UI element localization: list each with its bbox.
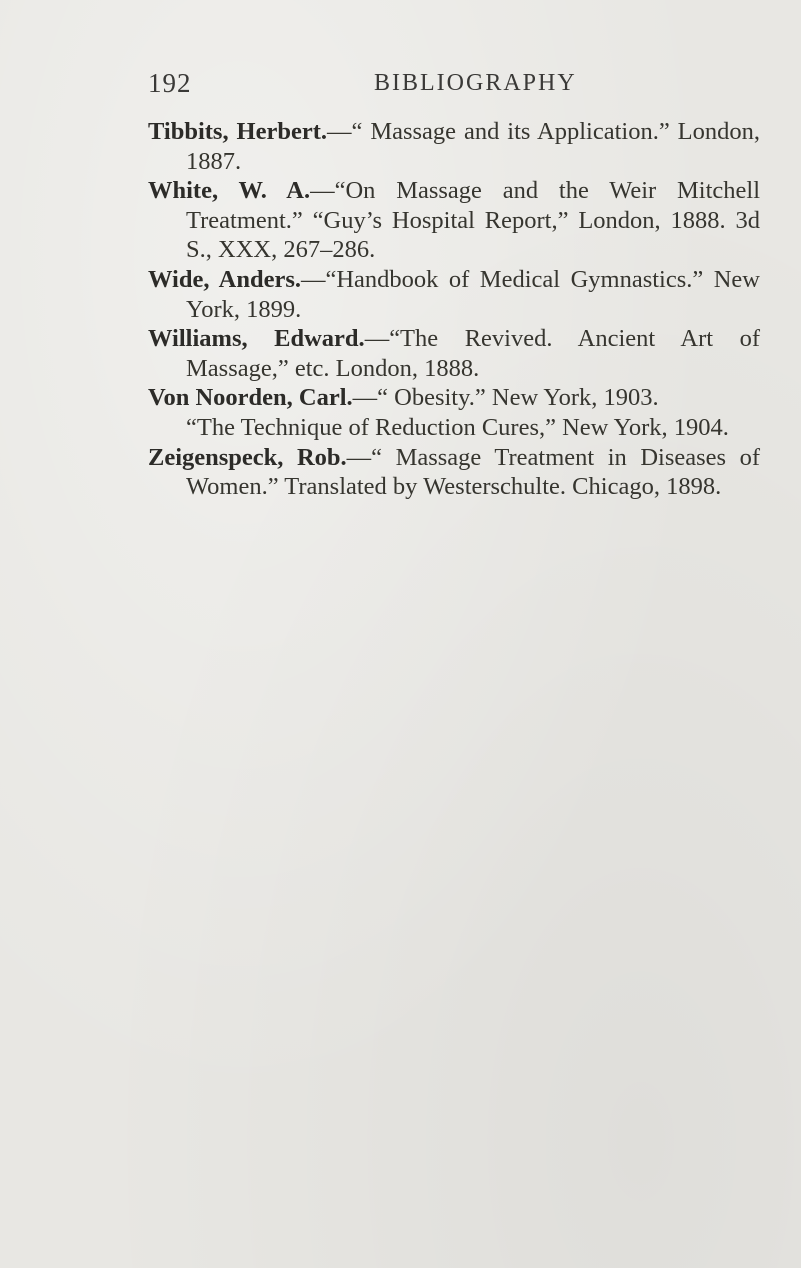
entry-continuation: “The Technique of Reduction Cures,” New York, 1904. — [186, 413, 729, 441]
entry-text: —“Handbook of Medical Gymnastics.” New York, 1899. — [186, 265, 760, 323]
bibliography-entry — [148, 117, 760, 176]
running-title: BIBLIOGRAPHY — [374, 70, 577, 96]
entry-author: Von Noorden, Carl. — [148, 384, 353, 412]
bibliography-entry — [148, 324, 760, 383]
bibliography-list — [148, 117, 760, 502]
entry-text: —“ Massage and its Application.” London, 1887. — [186, 118, 761, 175]
entry-author: Wide, Anders. — [148, 265, 301, 293]
bibliography-entry — [148, 443, 760, 502]
entry-text: —“On Massage and the Weir Mitchell Treatment.” “Guy’s Hospital Report,” London, 1888. 3d S., XXX, 267–286. — [186, 177, 760, 264]
entry-author: Williams, Edward. — [148, 325, 365, 353]
entry-author: White, W. A. — [148, 177, 311, 205]
bibliography-entry — [148, 265, 760, 324]
bibliography-entry — [148, 383, 760, 442]
bibliography-entry — [148, 176, 760, 265]
entry-text: —“ Obesity.” New York, 1903. — [352, 384, 659, 412]
page-number: 192 — [148, 68, 192, 98]
entry-author: Tibbits, Herbert. — [148, 118, 327, 145]
entry-text: —“ Massage Treatment in Diseases of Women.” Translated by Westerschulte. Chicago, 1898. — [186, 443, 760, 501]
entry-text: —“The Revived. Ancient Art of Massage,” etc. London, 1888. — [186, 325, 761, 382]
entry-author: Zeigenspeck, Rob. — [148, 443, 347, 471]
running-head — [148, 68, 648, 102]
